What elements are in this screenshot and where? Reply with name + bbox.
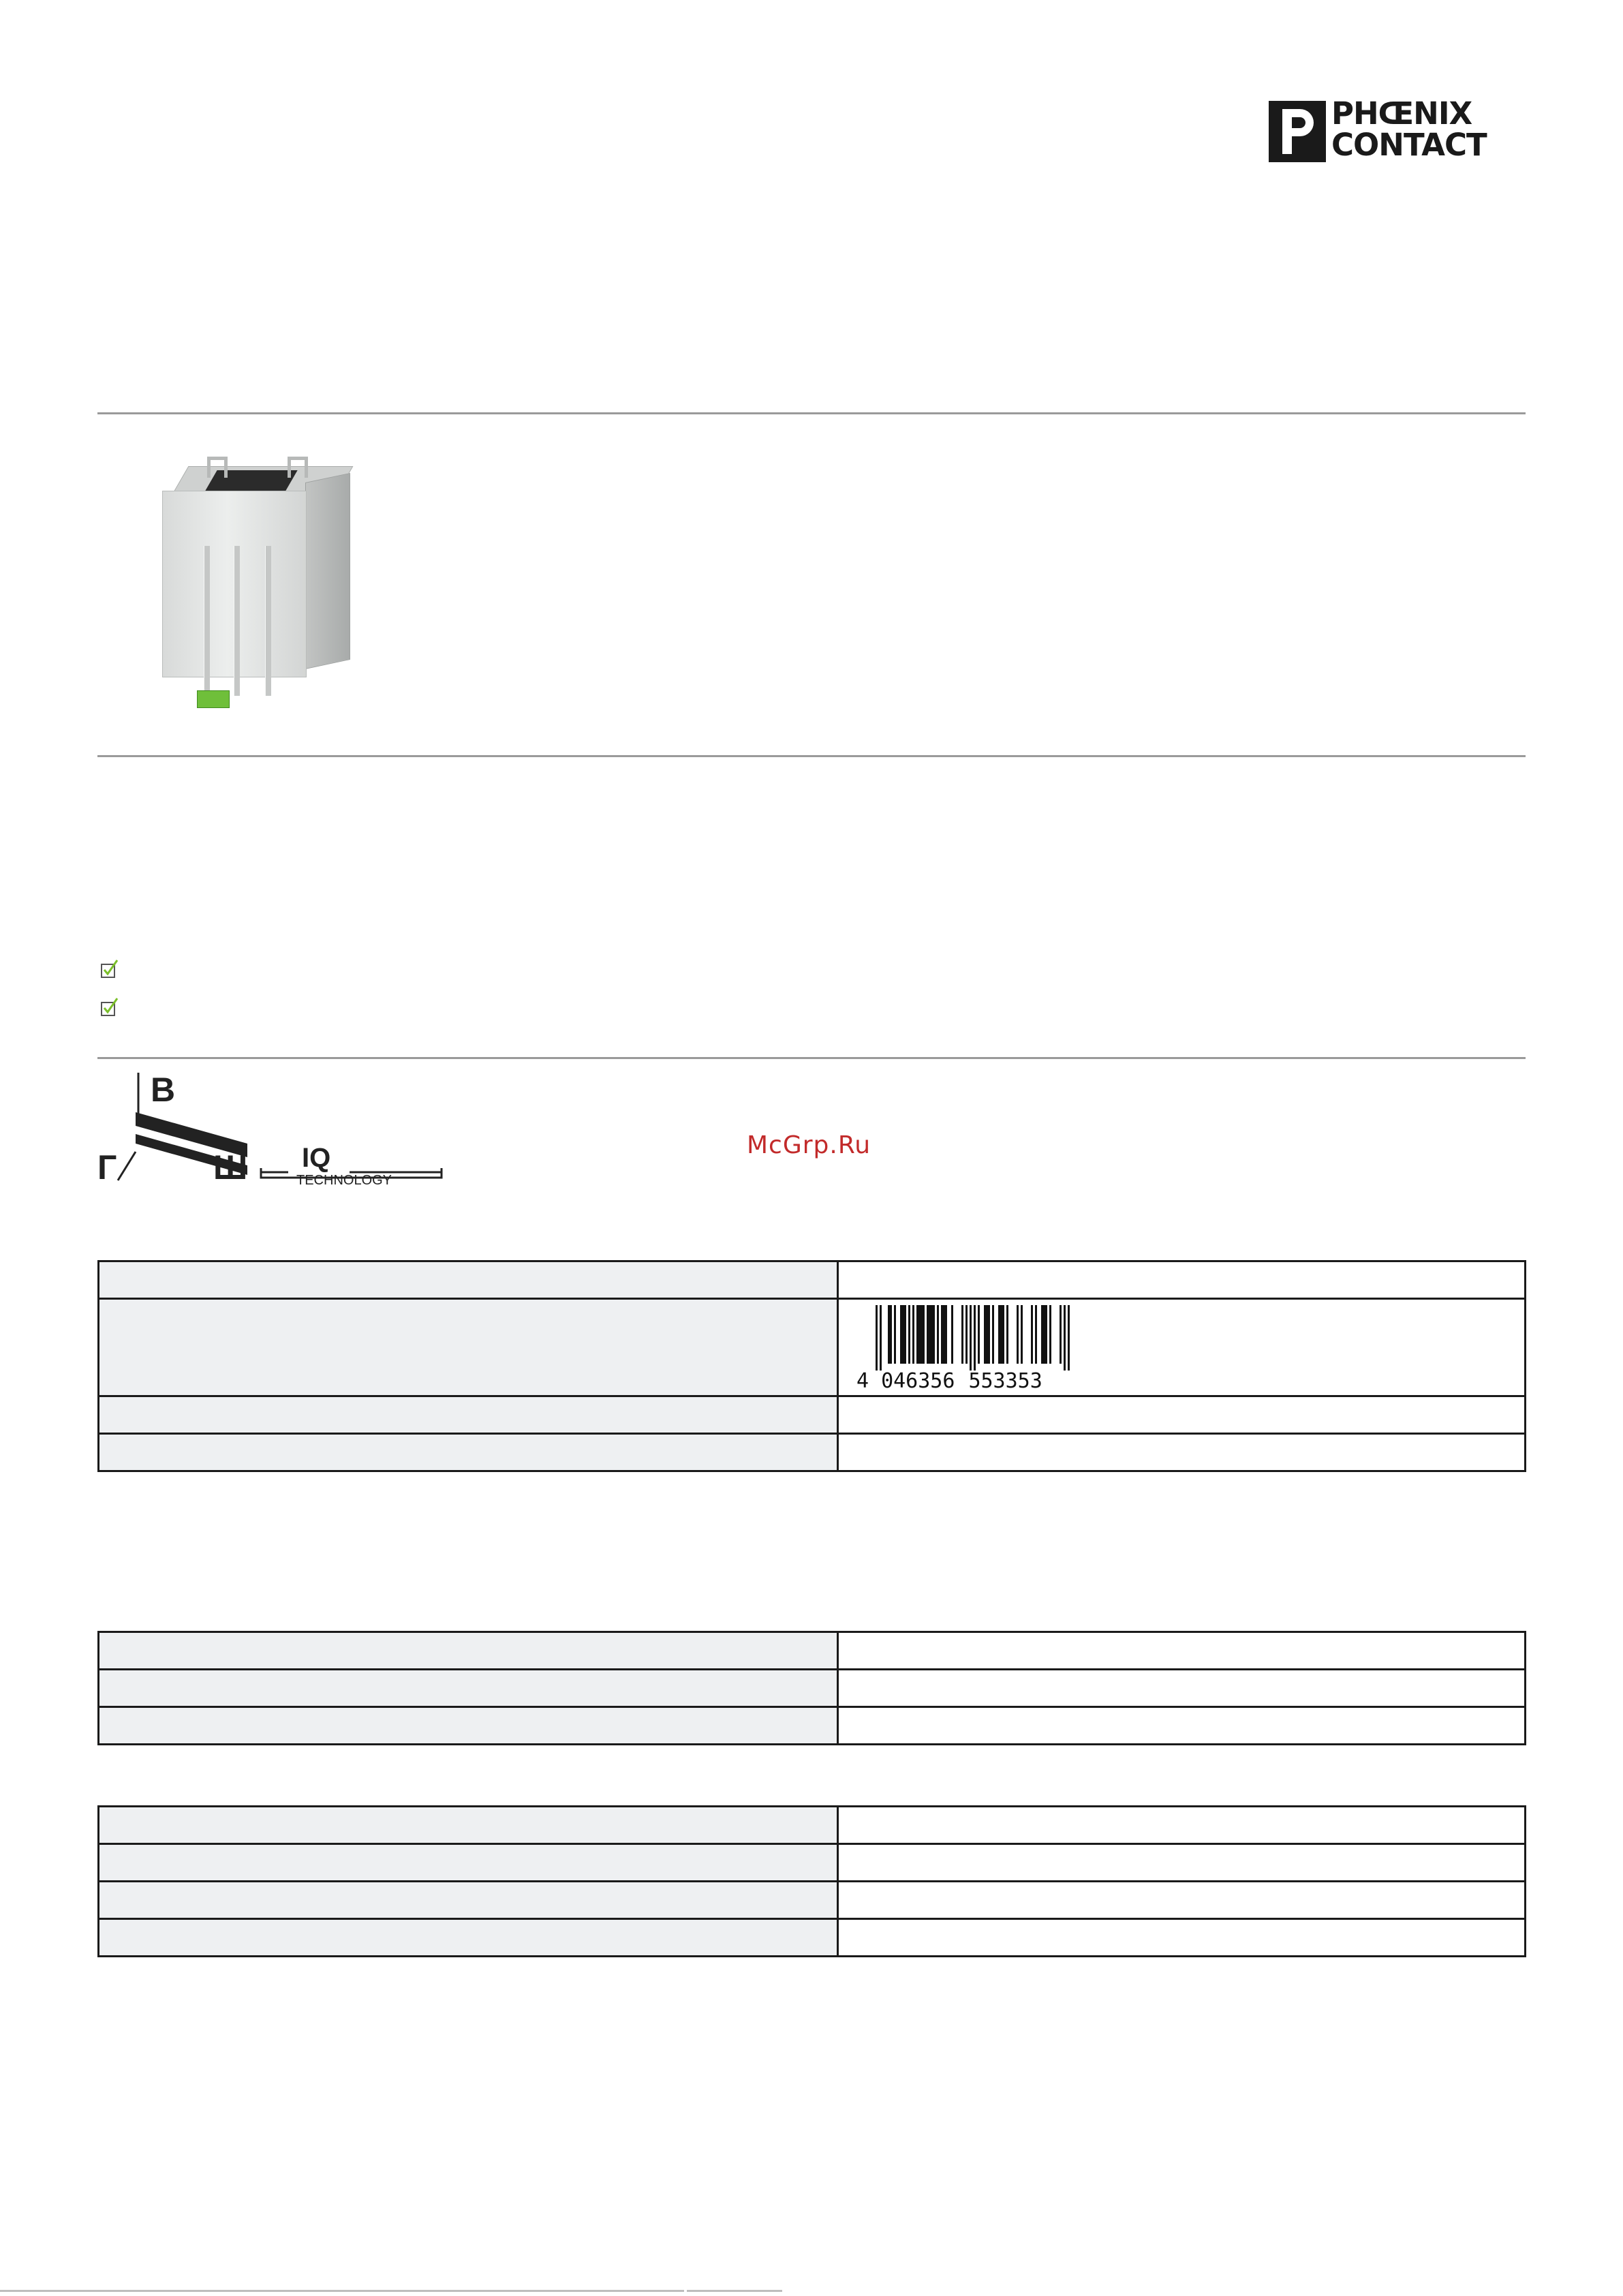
barcode-bar xyxy=(984,1305,986,1364)
table-row xyxy=(99,1919,1526,1957)
barcode-bar xyxy=(876,1305,878,1371)
barcode-bar xyxy=(916,1305,918,1364)
row-value xyxy=(838,1919,1526,1957)
tech-letter-sh: Ш xyxy=(213,1148,248,1187)
tech-label: TECHNOLOGY xyxy=(296,1173,392,1188)
barcode-bar xyxy=(1035,1305,1037,1364)
barcode-bar xyxy=(1068,1305,1070,1371)
table-row xyxy=(99,1261,1526,1299)
barcode-bar xyxy=(998,1305,1000,1364)
spec-table-2 xyxy=(97,1631,1526,1745)
product-image xyxy=(158,461,349,691)
barcode-bar xyxy=(937,1305,939,1364)
footer-divider xyxy=(687,2290,782,2292)
phoenix-contact-logo xyxy=(1269,95,1517,164)
barcode-bar xyxy=(988,1305,990,1364)
footer-divider xyxy=(0,2290,684,2292)
row-value xyxy=(838,1299,1526,1396)
barcode-bar xyxy=(1060,1305,1062,1364)
row-label xyxy=(99,1396,838,1434)
checkbox-icon xyxy=(101,960,114,973)
table-row xyxy=(99,1670,1526,1707)
barcode-bar xyxy=(912,1305,914,1364)
barcode-bar xyxy=(965,1305,968,1364)
row-label xyxy=(99,1670,838,1707)
barcode-bar xyxy=(1002,1305,1004,1364)
table-row xyxy=(99,1882,1526,1919)
row-value xyxy=(838,1434,1526,1471)
row-label xyxy=(99,1434,838,1471)
barcode-bar xyxy=(1064,1305,1066,1371)
row-value xyxy=(838,1882,1526,1919)
barcode-bar xyxy=(986,1305,988,1364)
row-label xyxy=(99,1807,838,1844)
barcode-bar xyxy=(970,1305,972,1371)
barcode-bar xyxy=(900,1305,902,1364)
barcode-bar xyxy=(880,1305,882,1371)
logo-mark-icon xyxy=(1269,101,1326,162)
table-row xyxy=(99,1707,1526,1745)
barcode-bar xyxy=(974,1305,976,1371)
barcode-bar xyxy=(1049,1305,1051,1364)
row-value xyxy=(838,1632,1526,1670)
tech-letter-v: В xyxy=(151,1073,176,1109)
barcode-bar xyxy=(1000,1305,1002,1364)
watermark: McGrp.Ru xyxy=(747,1131,871,1159)
table-row xyxy=(99,1299,1526,1396)
spec-table-3 xyxy=(97,1805,1526,1957)
barcode-bar xyxy=(945,1305,947,1364)
tech-iq: IQ xyxy=(302,1143,331,1173)
ean-barcode xyxy=(852,1302,1125,1392)
row-value xyxy=(838,1844,1526,1882)
barcode-bar xyxy=(908,1305,910,1364)
barcode-bar xyxy=(1041,1305,1043,1364)
row-value xyxy=(838,1807,1526,1844)
logo-wordmark: PHŒNIX CONTACT xyxy=(1331,95,1487,163)
barcode-bar xyxy=(961,1305,963,1364)
divider xyxy=(97,1057,1526,1059)
table-row xyxy=(99,1396,1526,1434)
barcode-bar xyxy=(1045,1305,1047,1364)
barcode-bar xyxy=(1043,1305,1045,1364)
barcode-bar xyxy=(933,1305,935,1364)
table-row xyxy=(99,1844,1526,1882)
row-label xyxy=(99,1632,838,1670)
barcode-bar xyxy=(904,1305,906,1364)
barcode-bar xyxy=(923,1305,925,1364)
commercial-data-table xyxy=(97,1260,1526,1472)
row-label xyxy=(99,1707,838,1745)
barcode-digits: 4 046356 553353 xyxy=(856,1369,1042,1393)
barcode-bar xyxy=(1006,1305,1008,1364)
row-label xyxy=(99,1844,838,1882)
barcode-bar xyxy=(931,1305,933,1364)
divider xyxy=(97,412,1526,414)
divider xyxy=(97,755,1526,757)
barcode-bar xyxy=(951,1305,953,1364)
row-label xyxy=(99,1882,838,1919)
table-row xyxy=(99,1807,1526,1844)
barcode-bar xyxy=(943,1305,945,1364)
barcode-bar xyxy=(992,1305,994,1364)
barcode-bar xyxy=(902,1305,904,1364)
row-value xyxy=(838,1261,1526,1299)
iq-technology-logo xyxy=(97,1073,452,1189)
barcode-bar xyxy=(921,1305,923,1364)
barcode-bar xyxy=(929,1305,931,1364)
barcode-bar xyxy=(1017,1305,1019,1364)
row-value xyxy=(838,1707,1526,1745)
checkbox-icon xyxy=(101,998,114,1011)
tech-letter-g: Г xyxy=(97,1148,117,1187)
barcode-bar xyxy=(890,1305,892,1364)
table-row xyxy=(99,1632,1526,1670)
barcode-bar xyxy=(941,1305,943,1364)
row-label xyxy=(99,1299,838,1396)
barcode-bar xyxy=(1031,1305,1033,1364)
barcode-bar xyxy=(918,1305,921,1364)
row-value xyxy=(838,1670,1526,1707)
row-value xyxy=(838,1396,1526,1434)
barcode-bar xyxy=(978,1305,980,1364)
table-row xyxy=(99,1434,1526,1471)
barcode-bar xyxy=(888,1305,890,1364)
row-label xyxy=(99,1261,838,1299)
barcode-bar xyxy=(927,1305,929,1364)
barcode-bar xyxy=(1021,1305,1023,1364)
row-label xyxy=(99,1919,838,1957)
barcode-bar xyxy=(894,1305,896,1364)
